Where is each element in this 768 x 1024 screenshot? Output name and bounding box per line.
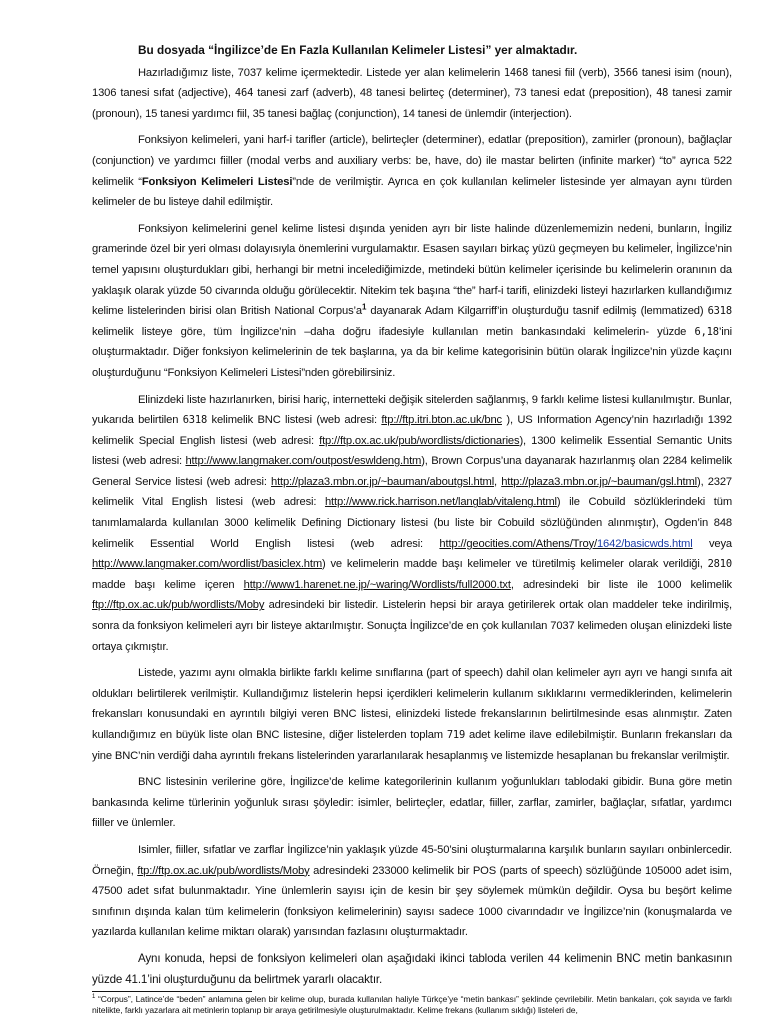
- number: 719: [446, 729, 466, 741]
- text: ,: [494, 475, 502, 488]
- list-name: Fonksiyon Kelimeleri Listesi: [141, 175, 293, 188]
- text: ) ile Cobuild sözlüklerindeki tüm tanımlamalarda kullanılan 3000 kelimelik Defining Dictionary listesi (bu liste bir Cobuild sözlüğünden alınmıştır), Ogden’in 848 kelimelik Essential World English listesi (web adresi:: [92, 496, 732, 550]
- link-gsl[interactable]: http://plaza3.mbn.or.jp/~bauman/gsl.html: [501, 475, 697, 488]
- text: Listede, yazımı aynı olmakla birlikte farklı kelime sınıflarına (part of speech) dahil olan kelimeler ayrı ayrı ve hangi sınıfa ait oldukları belirtilerek verilmiştir. Kullandığımız listelerin hepsi içerdikleri kelimelerin kullanım sıklıklarını vermediklerinden, kelimelerin frekansları konusundaki en ayrıntılı bilgiyi veren BNC listesi, elinizdeki listede frekanslarının belirtilmesinde esas alınmıştır. Zaten kullandığımız en büyük liste olan BNC listesine, diğer listelerden toplam: [92, 667, 732, 741]
- text: ), 1300 kelimelik Essential Semantic Units listesi (web adresi:: [92, 434, 732, 468]
- number: 2810: [707, 558, 732, 571]
- paragraph-word-classes: [92, 840, 732, 943]
- document-title: Bu dosyada “İngilizce’de En Fazla Kullanılan Kelimeler Listesi” yer almaktadır.: [138, 43, 578, 57]
- paragraph-frequencies: [92, 663, 732, 766]
- link-part: 1642/basicwds.html: [596, 537, 693, 550]
- text: Fonksiyon kelimelerini genel kelime listesi dışında yeniden ayrı bir liste halinde düzenlememizin nedeni, bunların, İngiliz gramerinde özel bir yeri olması dolayısıyla önemlerini vurgulamaktır. Esasen sayıları birkaç yüzü geçmeyen bu kelimeler, İngilizce’nin temel yapısını oluşturdukları gibi, herhangi bir metni incelediğimizde, metindeki bütün kelimeler içerisinde bu kelimelerin oranının da yaklaşık olarak yüzde 50 civarında olduğu görülecektir. Nitekim tek başına “the” harf-i tarifi, elinizdeki listeyi hazırlarken kullandığımız kelime listelerinden birisi olan British National Corpus’a: [92, 222, 732, 318]
- text: Hazırladığımız liste, 7037 kelime içermektedir. Listede yer alan kelimelerin: [138, 66, 504, 79]
- text: ) ve kelimelerin madde başı kelimeler ve türetilmiş kelimeler olarak verildiği,: [322, 558, 708, 571]
- link-essential-semantic-units[interactable]: http://www.langmaker.com/outpost/eswldeng.htm: [185, 455, 422, 468]
- footnote-divider: [92, 991, 252, 992]
- number: 6,18: [694, 325, 719, 338]
- text: adresindeki bir listedir. Listelerin hepsi bir araya getirilerek ortak olan maddeler teke indirilmiş, sonra da fonksiyon kelimeleri ayrı bir listeye aktarılmıştır. Sonuçta İngilizce’de en çok kullanılan 7037 kelimeden oluşan elinizdeki liste ortaya çıkmıştır.: [92, 599, 732, 653]
- link-moby[interactable]: ftp://ftp.ox.ac.uk/pub/wordlists/Moby: [137, 864, 310, 877]
- text: kelimelik BNC listesi (web adresi:: [207, 414, 382, 427]
- paragraph-44-words: [92, 949, 732, 990]
- text: tanesi isim (noun), 1306 tanesi sıfat (adjective),: [92, 66, 733, 100]
- link-full2000[interactable]: http://www1.harenet.ne.jp/~waring/Wordlists/full2000.txt: [243, 578, 511, 591]
- document-page: [92, 40, 732, 996]
- number: 44: [547, 952, 561, 965]
- link-vital-english[interactable]: http://www.rick.harrison.net/langlab/vitaleng.html: [324, 496, 557, 509]
- text: adet kelime ilave edilebilmiştir. Bunların frekansları da yine BNC’nin verdiği daha ayrıntılı frekans listelerinden yararlanılarak hesaplanmış ve listemizde hesaplanan bu frekanslar verilmiştir.: [92, 729, 732, 762]
- text: kelimelik listeye göre, tüm İngilizce’nin –daha doğru ifadesiyle kullanılan metin bankasındaki kelimelerin- yüzde: [92, 325, 695, 338]
- text: madde başı kelime içeren: [92, 578, 244, 591]
- text: ’ini oluşturmaktadır. Diğer fonksiyon kelimelerinin de tek başlarına, ya da bir kelime kategorisinin bütün olarak İngilizce’nin yüzde kaçını oluşturduğunu “Fonksiyon Kelimeleri Listesi”nden görebilirsiniz.: [92, 325, 732, 379]
- link-basic-words[interactable]: [439, 538, 692, 550]
- text: Fonksiyon kelimeleri, yani harf-i tarifler (article), belirteçler (determiner), edatlar (preposition), zamirler (pronoun), bağlaçlar (conjunction) ve yardımcı fiiller (modal verbs and auxiliary verbs: be, have, do) ile mastar belirten (infinite marker) “to” ayrıca 522 kelimelik “: [92, 134, 732, 188]
- text: tanesi fiil (verb),: [528, 66, 614, 79]
- text: adresindeki 233000 kelimelik bir POS (parts of speech) sözlüğünde 105000 adet isim, 47500 adet sıfat bulunmaktadır. Yine ünlemlerin sayısı için de kesin bir şey söylemek mümkün değildir. Oysa bu beşört kelime sınıfının dışında kalan tüm kelimelerin (fonksiyon kelimelerinin) sayısı sadece 1000 civarındadır ve İngilizce’nin (konuşmalarda ve yazılarda kullanılan kelime miktarı olarak) yarısından fazlasını oluşturmaktadır.: [92, 864, 732, 939]
- text: ), Brown Corpus’una dayanarak hazırlanmış olan 2284 kelimelik General Service listesi (web adresi:: [92, 455, 732, 488]
- number: 1468: [503, 66, 529, 79]
- footnote-reference[interactable]: 1: [361, 302, 367, 312]
- paragraph-category-density: BNC listesinin verilerine göre, İngilizce’de kelime kategorilerinin kullanım yoğunlukları tablodaki gibidir. Buna göre metin bankasında kelime türlerinin yoğunluk sırası şöyledir: isimler, belirteçler, edatlar, fiiller, zarflar, zamirler, bağlaçlar, sıfatlar, yardımcı fiiller ve ünlemler.: [92, 776, 732, 830]
- footnote-mark: 1: [92, 994, 96, 1001]
- link-special-english[interactable]: ftp://ftp.ox.ac.uk/pub/wordlists/dictionaries: [319, 434, 520, 447]
- number: 464: [234, 87, 254, 100]
- number: 48: [656, 87, 669, 100]
- paragraph-function-words-importance: [92, 219, 732, 384]
- text: ), US Information Agency’nin hazırladığı 1392 kelimelik Special English listesi (web adresi:: [92, 414, 732, 447]
- number: 6318: [182, 414, 208, 427]
- link-bnc[interactable]: ftp://ftp.itri.bton.ac.uk/bnc: [381, 414, 502, 427]
- text: , adresindeki bir liste ile 1000 kelimelik: [510, 578, 732, 591]
- text: ), 2327 kelimelik Vital English listesi (web adresi:: [92, 475, 732, 509]
- footnote-text: “Corpus”, Latince’de “beden” anlamına gelen bir kelime olup, burada kullanılan haliyle Türkçe’ye “metin bankası” şeklinde çevrilebilir. Metin bankaları, çok sayıda ve farklı nitelikte, farklı yazarlara ait metinlerin toplanıp bir araya getirilmesiyle oluşturulmaktadır. Kelime frekans (kullanım sıklığı) listeleri de,: [92, 994, 732, 1015]
- number: 3566: [613, 66, 639, 79]
- text: Isimler, fiiller, sıfatlar ve zarflar İngilizce’nin yaklaşık yüzde 45-50’sini oluşturmalarına karşılık bunların sayıları onbinlercedir. Örneğin,: [92, 843, 732, 877]
- paragraph-sources: [92, 390, 732, 658]
- text: dayanarak Adam Kilgarriff’in oluşturduğu tasnif edilmiş (lemmatized): [366, 305, 708, 318]
- link-about-gsl[interactable]: http://plaza3.mbn.or.jp/~bauman/aboutgsl.html: [271, 475, 495, 488]
- text: ”nde de verilmiştir. Ayrıca en çok kullanılan kelimeler listesinde yer almayan aynı türden kelimeler de bu listeye dahil edilmiştir.: [92, 175, 733, 209]
- link-part: http://geocities.com/Athens/Troy/: [439, 537, 597, 550]
- footnote: [92, 994, 732, 1016]
- number: 6318: [707, 305, 732, 318]
- paragraph-word-counts: [92, 63, 732, 125]
- text: tanesi zamir (pronoun), 15 tanesi yardımcı fiil, 35 tanesi bağlaç (conjunction), 14 tanesi de ünlemdir (interjection).: [92, 87, 732, 120]
- text: tanesi zarf (adverb), 48 tanesi belirteç (determiner), 73 tanesi edat (preposition),: [253, 87, 657, 100]
- text: veya: [692, 537, 732, 550]
- link-basiclex[interactable]: http://www.langmaker.com/wordlist/basiclex.htm: [92, 558, 322, 571]
- text: Elinizdeki liste hazırlanırken, birisi hariç, internetteki değişik sitelerden sağlanmış, 9 farklı kelime listesi kullanılmıştır. Bunlar, yukarıda belirtilen: [92, 393, 732, 427]
- link-moby[interactable]: ftp://ftp.ox.ac.uk/pub/wordlists/Moby: [92, 599, 265, 612]
- paragraph-function-words: [92, 130, 732, 212]
- text: kelimenin BNC metin bankasının yüzde 41.1’ini oluşturduğunu da belirtmek yararlı olacaktır.: [92, 951, 733, 986]
- text: Aynı konuda, hepsi de fonksiyon kelimeleri olan aşağıdaki ikinci tabloda verilen: [138, 951, 548, 965]
